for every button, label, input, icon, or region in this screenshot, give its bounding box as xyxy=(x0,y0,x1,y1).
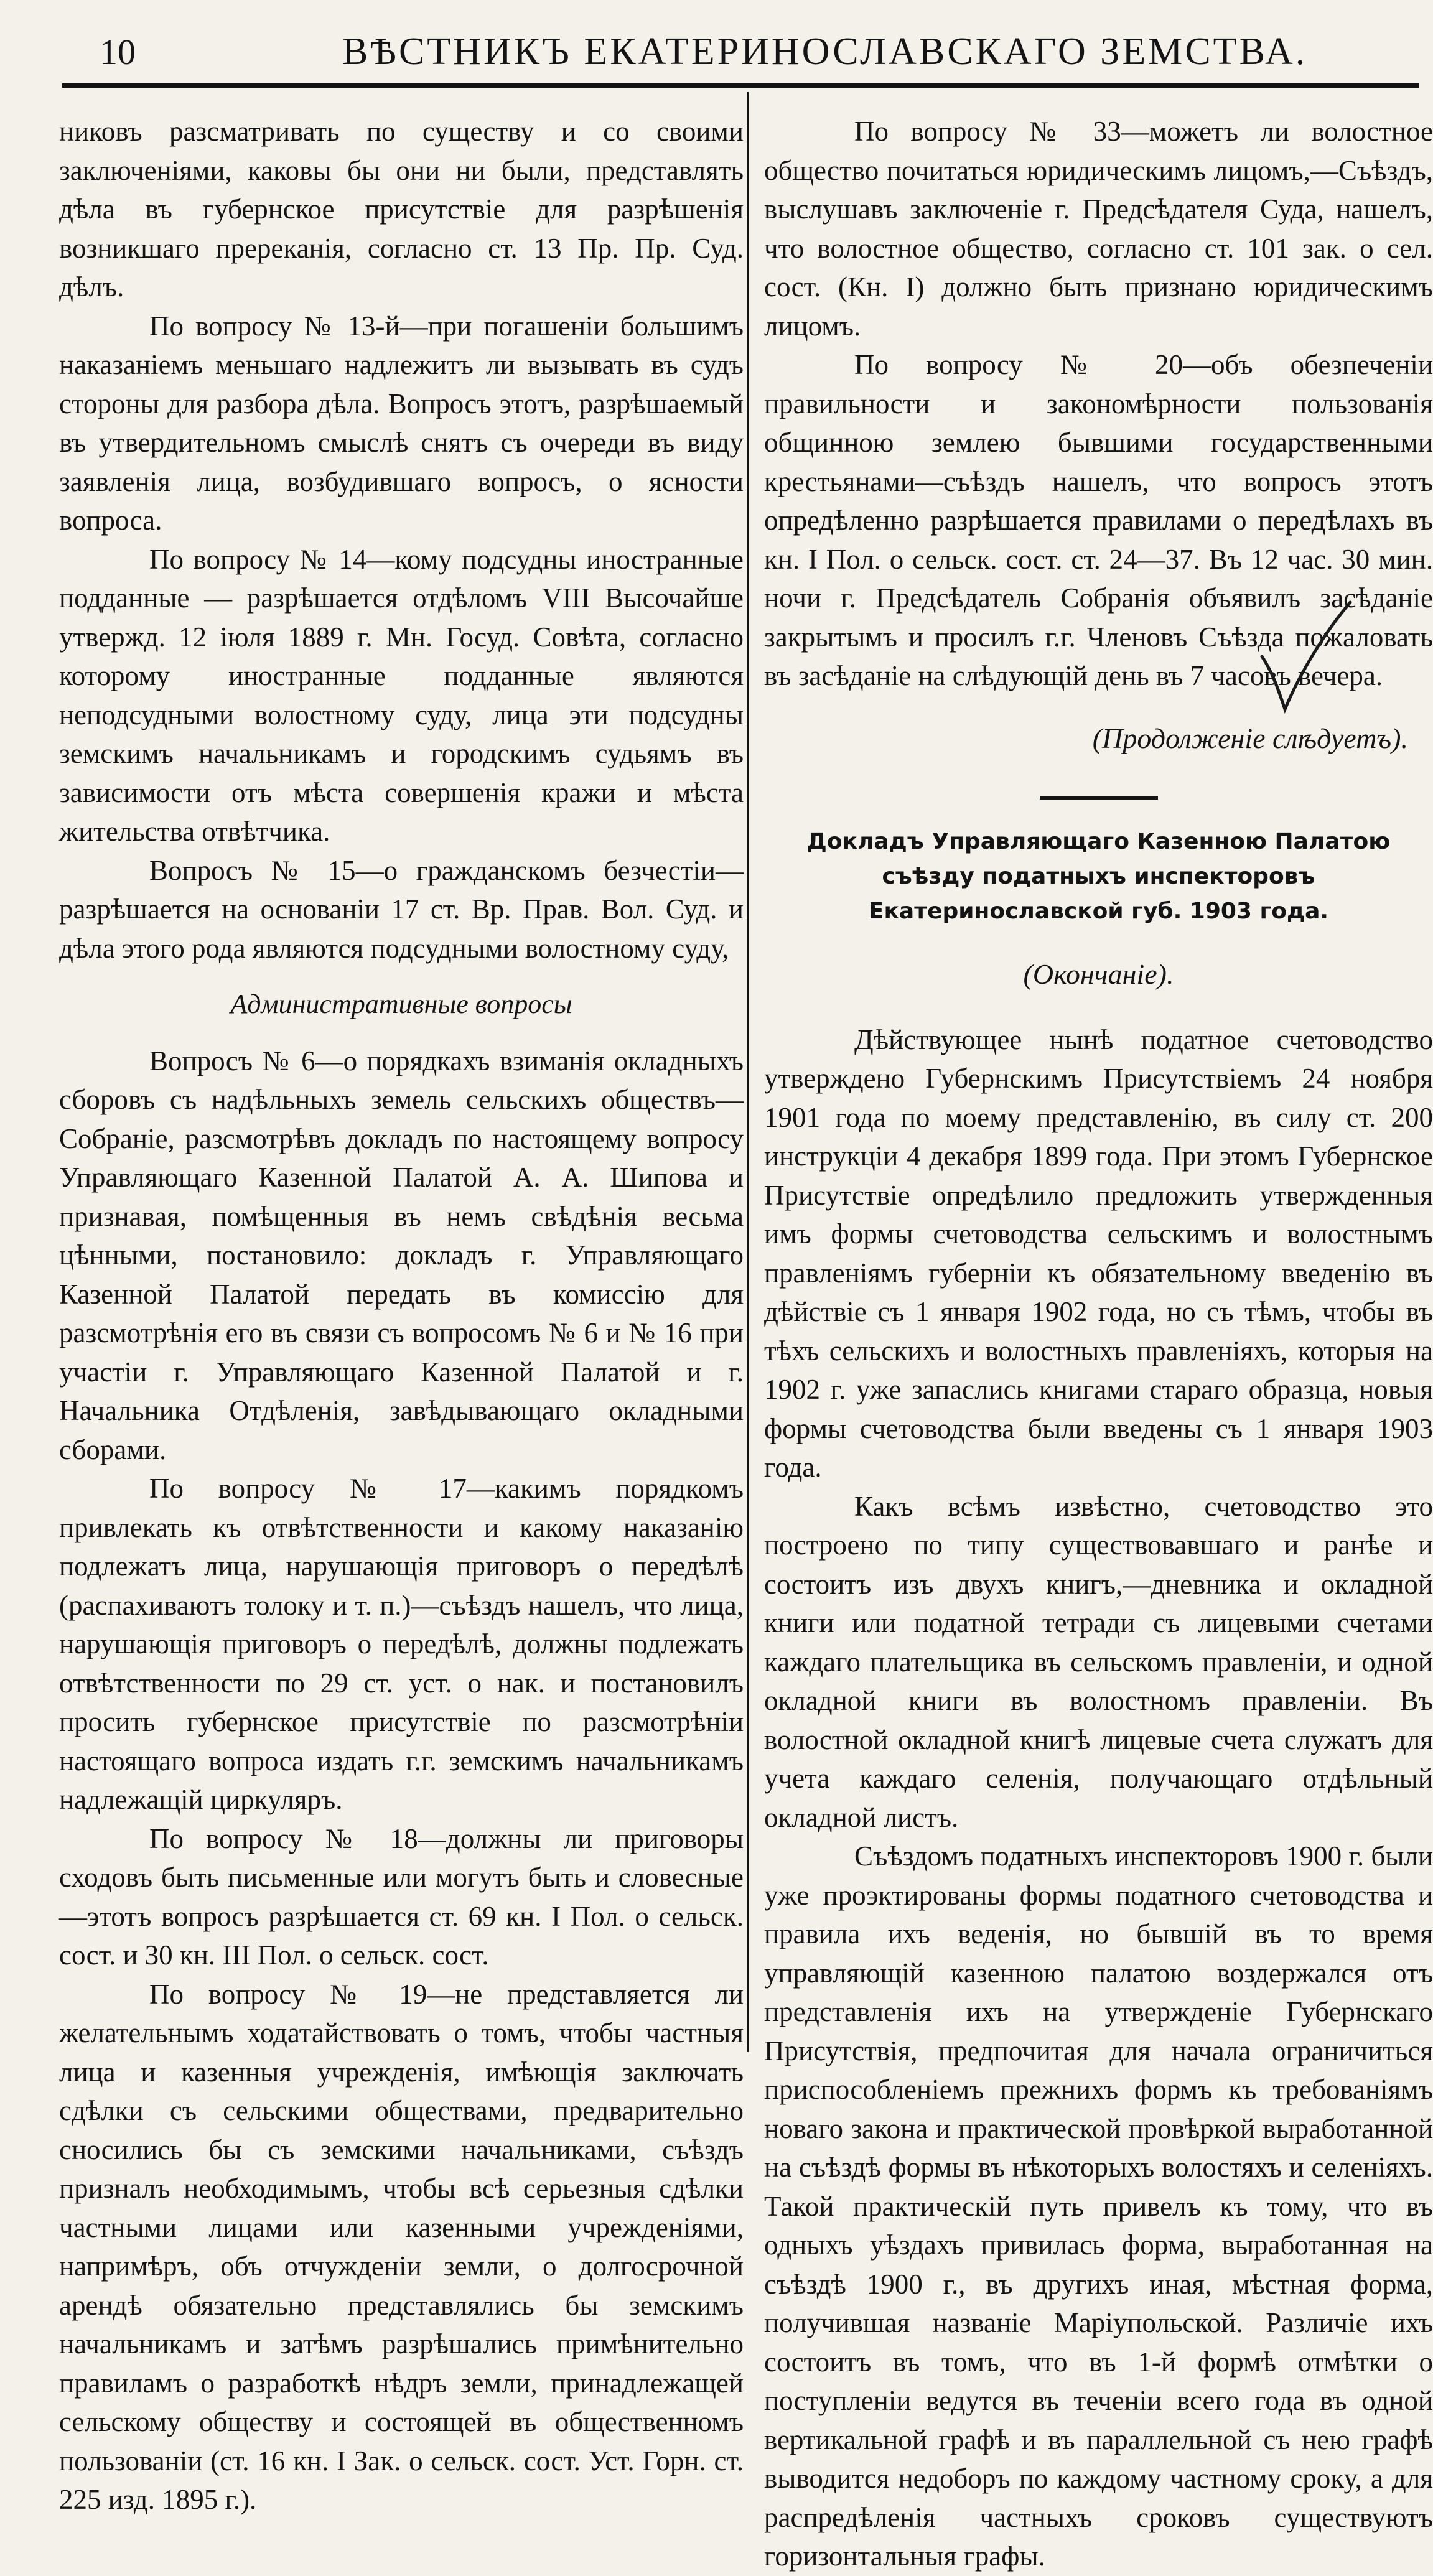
paragraph: По вопросу № 18—должны ли приговоры сходовъ быть письменные или могутъ быть и словесные—этотъ вопросъ разрѣшается ст. 69 кн. I Пол. о сельск. сост. и 30 кн. III Пол. о сельск. сост. xyxy=(59,1822,744,1971)
header-rule xyxy=(62,83,1419,88)
paragraph: По вопросу № 14—кому подсудны иностранные подданные — разрѣшается отдѣломъ VIII Высочайше утвержд. 12 іюля 1889 г. Мн. Госуд. Совѣта, согласно которому иностранные подданные являются неподсудными волостному суду, лица эти подсудны земскимъ начальникамъ и городскимъ судьямъ въ зависимости отъ мѣста совершенія кражи и мѣста жительства отвѣтчика. xyxy=(59,543,744,847)
paragraph: Какъ всѣмъ извѣстно, счетоводство это построено по типу существовавшаго и ранѣе и состоитъ изъ двухъ книгъ,—дневника и окладной книги или податной тетради съ лицевыми счетами каждаго плательщика въ сельскомъ правленіи, и одной окладной книги въ волостномъ правленіи. Въ волостной окладной книгѣ лицевые счета служатъ для учета каждаго селенія, получающаго отдѣльный окладной листъ. xyxy=(764,1490,1433,1833)
paragraph: По вопросу № 19—не представляется ли желательнымъ ходатайствовать о томъ, чтобы частныя лица и казенныя учрежденія, имѣющія заключать сдѣлки съ сельскими обществами, предварительно сносились бы съ земскими начальниками, съѣздъ призналъ необходимымъ, чтобы всѣ серьезныя сдѣлки частными лицами или казенными учрежденіями, напримѣръ, объ отчужденіи земли, о долгосрочной арендѣ обязательно представлялись бы земскимъ начальникамъ и затѣмъ разрѣшались примѣнительно правиламъ о разработкѣ нѣдръ земли, принадлежащей сельскому обществу и состоящей въ общественномъ пользованіи (ст. 16 кн. I Зак. о сельск. сост. Уст. Горн. ст. 225 изд. 1895 г.). xyxy=(59,1978,744,2515)
paragraph: По вопросу № 33—можетъ ли волостное общество почитаться юридическимъ лицомъ,—Съѣздъ, выслушавъ заключеніе г. Предсѣдателя Суда, нашелъ, что волостное общество, согласно ст. 101 зак. о сел. сост. (Кн. I) должно быть признано юридическимъ лицомъ. xyxy=(764,116,1433,342)
page-number: 10 xyxy=(100,31,136,72)
column-divider xyxy=(747,92,749,2052)
left-column xyxy=(59,112,744,2519)
paragraph: По вопросу № 13-й—при погашеніи большимъ наказаніемъ меньшаго надлежитъ ли вызывать въ судъ стороны для разбора дѣла. Вопросъ этотъ, разрѣшаемый въ утвердительномъ смыслѣ снятъ съ очереди въ виду заявленія лица, возбудившаго вопросъ, о ясности вопроса. xyxy=(59,310,744,536)
paragraph: По вопросу № 17—какимъ порядкомъ привлекать къ отвѣтственности и какому наказанію подлежатъ лица, нарушающія приговоръ о передѣлѣ (распахиваютъ толоку и т. п.)—съѣздъ нашелъ, что лица, нарушающія приговоръ о передѣлѣ, должны подлежать отвѣтственности по 29 ст. уст. о нак. и постановилъ просить губернское присутствіе по разсмотрѣніи настоящаго вопроса издать г.г. земскимъ начальникамъ надлежащій циркуляръ. xyxy=(59,1473,744,1815)
running-title: ВѢСТНИКЪ ЕКАТЕРИНОСЛАВСКАГО ЗЕМСТВА. xyxy=(342,30,1308,73)
paragraph: Вопросъ № 6—о порядкахъ взиманія окладныхъ сборовъ съ надѣльныхъ земель сельскихъ обществъ—Собраніе, разсмотрѣвъ докладъ по настоящему вопросу Управляющаго Казенной Палатой А. А. Шипова и признавая, помѣщенныя въ немъ свѣдѣнія весьма цѣнными, постановило: докладъ г. Управляющаго Казенной Палатой передать въ комиссію для разсмотрѣнія его въ связи съ вопросомъ № 6 и № 16 при участіи г. Управляющаго Казенной Палатой и г. Начальника Отдѣленія, завѣдывающаго окладными сборами. xyxy=(59,1045,744,1465)
paragraph: Съѣздомъ податныхъ инспекторовъ 1900 г. были уже проэктированы формы податного счетоводства и правила ихъ веденія, но бывшій въ то время управляющій казенною палатою воздержался отъ представленія ихъ на утвержденіе Губернскаго Присутствія, предпочитая для начала ограничиться приспособленіемъ прежнихъ формъ къ требованіямъ новаго закона и практической провѣркой выработанной на съѣздѣ формы въ нѣкоторыхъ волостяхъ и селеніяхъ. Такой практическій путь привелъ къ тому, что въ одныхъ уѣздахъ привилась форма, выработанная на съѣздѣ 1900 г., въ другихъ иная, мѣстная форма, получившая названіе Маріупольской. Различіе ихъ состоитъ въ томъ, что въ 1-й формѣ отмѣтки о поступленіи ведутся въ теченіи всего года въ одной вертикальной графѣ и въ параллельной съ нею графѣ выводится недоборъ по каждому частному сроку, а для распредѣленія частныхъ сроковъ существуютъ горизонтальныя графы. xyxy=(764,1841,1433,2572)
section-subheading: Административные вопросы xyxy=(230,989,572,1019)
section-divider xyxy=(1040,796,1158,800)
handwritten-checkmark-icon xyxy=(1257,597,1356,716)
paragraph: никовъ разсматривать по существу и со своими заключеніями, каковы бы они ни были, представлять дѣла въ губернское присутствіе для разрѣшенія возникшаго пререканія, согласно ст. 13 Пр. Пр. Суд. дѣлъ. xyxy=(59,116,744,302)
paragraph: По вопросу № 20—объ обезпеченіи правильности и закономѣрности пользованія общинною землею бывшими государственными крестьянами—съѣздъ нашелъ, что вопросъ этотъ опредѣленно разрѣшается правилами о передѣлахъ въ кн. I Пол. о сельск. сост. ст. 24—37. Въ 12 час. 30 мин. ночи г. Предсѣдатель Собранія объявилъ засѣданіе закрытымъ и просилъ г.г. Членовъ Съѣзда пожаловать въ засѣданіе на слѣдующій день въ 7 часовъ вечера. xyxy=(764,349,1433,691)
paragraph: Вопросъ № 15—о гражданскомъ безчестіи—разрѣшается на основаніи 17 ст. Вр. Прав. Вол. Суд. и дѣла этого рода являются подсудными волостному суду, xyxy=(59,854,744,964)
page-header xyxy=(62,17,1381,86)
report-title: Докладъ Управляющаго Казенною Палатою съѣзду податныхъ инспекторовъ Екатеринославской губ. 1903 года. xyxy=(806,829,1391,924)
paragraph: Дѣйствующее нынѣ податное счетоводство утверждено Губернскимъ Присутствіемъ 24 ноября 1901 года по моему представленію, въ силу ст. 200 инструкціи 4 декабря 1899 года. При этомъ Губернское Присутствіе опредѣлило предложить утвержденныя имъ формы счетоводства сельскимъ и волостнымъ правленіямъ губерніи къ обязательному введенію въ дѣйствіе съ 1 января 1902 года, но съ тѣмъ, чтобы въ тѣхъ сельскихъ и волостныхъ правленіяхъ, которыя на 1902 г. уже запаслись книгами стараго образца, новыя формы счетоводства были введены съ 1 января 1903 года. xyxy=(764,1024,1433,1483)
right-column xyxy=(764,112,1433,2576)
continued-note: (Продолженіе слѣдуетъ). xyxy=(1092,722,1408,754)
conclusion-note: (Окончаніе). xyxy=(1023,958,1174,990)
